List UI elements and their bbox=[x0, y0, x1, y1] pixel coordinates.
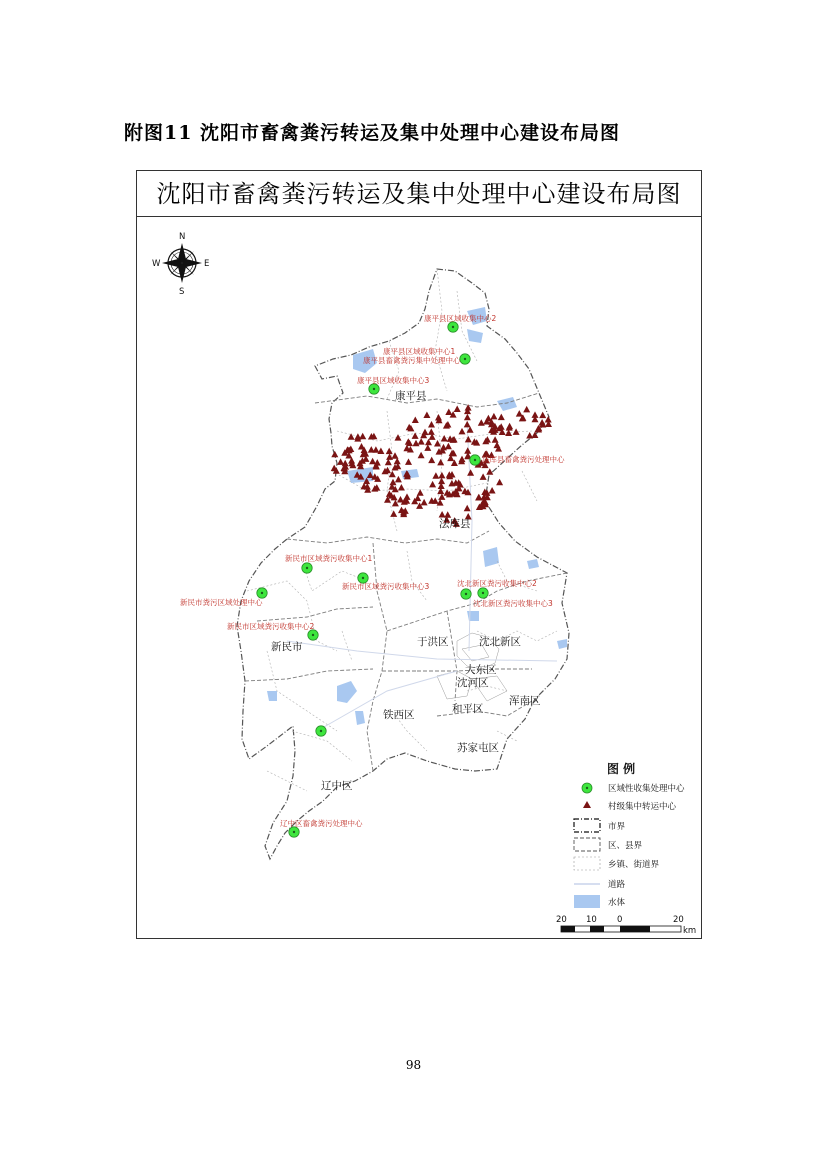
legend-city-boundary-icon bbox=[574, 819, 600, 832]
center-label: 新民市区域粪污收集中心3 bbox=[342, 582, 430, 591]
district-label: 铁西区 bbox=[383, 709, 415, 721]
center-label: 康平县区域收集中心3 bbox=[357, 376, 430, 385]
regional-center-marker bbox=[308, 630, 318, 640]
legend bbox=[574, 761, 685, 908]
scale-tick: 20 bbox=[556, 915, 567, 925]
district-label: 于洪区 bbox=[417, 636, 449, 648]
center-label: 康平县区域收集中心2 bbox=[424, 314, 497, 323]
district-label: 沈河区 bbox=[457, 677, 489, 689]
legend-item: 水体 bbox=[608, 898, 626, 908]
district-label: 大东区 bbox=[465, 664, 497, 676]
center-label: 康平县畜禽粪污集中处理中心 bbox=[363, 356, 461, 365]
regional-center-marker bbox=[257, 588, 267, 598]
scale-tick: 20 bbox=[673, 915, 684, 925]
legend-township-boundary-icon bbox=[574, 857, 600, 870]
compass-s: S bbox=[179, 287, 185, 297]
page-number: 98 bbox=[405, 1058, 422, 1072]
regional-center-marker bbox=[448, 322, 458, 332]
district-label: 康平县 bbox=[395, 390, 427, 402]
compass-e: E bbox=[204, 259, 210, 269]
scale-bar bbox=[556, 915, 696, 936]
regional-center-marker bbox=[470, 455, 480, 465]
regional-center-marker bbox=[289, 827, 299, 837]
legend-water-icon bbox=[574, 895, 600, 908]
regional-center-marker bbox=[460, 354, 470, 364]
map-title: 沈阳市畜禽粪污转运及集中处理中心建设布局图 bbox=[137, 171, 701, 217]
map-canvas bbox=[137, 171, 703, 940]
district-label: 法库县 bbox=[439, 518, 471, 530]
map-frame bbox=[136, 170, 702, 939]
center-label: 辽中区畜禽粪污处理中心 bbox=[280, 819, 363, 828]
center-label: 康平县区域收集中心1 bbox=[383, 347, 456, 356]
legend-item: 乡镇、街道界 bbox=[608, 860, 660, 870]
village-transfer-triangle bbox=[496, 479, 503, 486]
scale-unit: km bbox=[683, 926, 697, 936]
compass-rose-icon bbox=[152, 232, 209, 297]
regional-center-marker bbox=[302, 563, 312, 573]
regional-center-marker bbox=[478, 588, 488, 598]
legend-item: 市界 bbox=[608, 822, 626, 832]
village-transfer-triangle bbox=[489, 487, 496, 494]
district-label: 辽中区 bbox=[321, 780, 353, 792]
district-label: 和平区 bbox=[452, 703, 484, 715]
legend-item: 区、县界 bbox=[608, 841, 643, 851]
compass-w: W bbox=[152, 259, 161, 269]
district-label: 沈北新区 bbox=[479, 636, 521, 648]
compass-n: N bbox=[179, 232, 186, 242]
center-label: 法库县畜禽粪污处理中心 bbox=[482, 455, 565, 464]
legend-title: 图 例 bbox=[607, 762, 636, 776]
scale-tick: 10 bbox=[586, 915, 597, 925]
center-label: 新民市区域粪污收集中心1 bbox=[285, 554, 373, 563]
legend-item: 道路 bbox=[608, 880, 626, 890]
district-label: 浑南区 bbox=[509, 695, 541, 707]
district-label: 苏家屯区 bbox=[457, 742, 499, 754]
legend-triangle-icon bbox=[583, 801, 591, 808]
regional-center-marker bbox=[316, 726, 326, 736]
scale-tick: 0 bbox=[617, 915, 623, 925]
legend-item: 区域性收集处理中心 bbox=[608, 784, 685, 794]
center-label: 新民市区域粪污收集中心2 bbox=[227, 622, 315, 631]
district-label: 新民市 bbox=[271, 641, 303, 653]
figure-caption: 附图11 沈阳市畜禽粪污转运及集中处理中心建设布局图 bbox=[124, 122, 621, 144]
center-label: 沈北新区粪污收集中心3 bbox=[473, 599, 553, 608]
center-label: 沈北新区粪污收集中心2 bbox=[457, 579, 537, 588]
regional-center-marker bbox=[369, 384, 379, 394]
legend-item: 村级集中转运中心 bbox=[608, 802, 677, 812]
regional-center-marker bbox=[461, 589, 471, 599]
center-label: 新民市粪污区域处理中心 bbox=[180, 598, 263, 607]
legend-district-boundary-icon bbox=[574, 838, 600, 851]
